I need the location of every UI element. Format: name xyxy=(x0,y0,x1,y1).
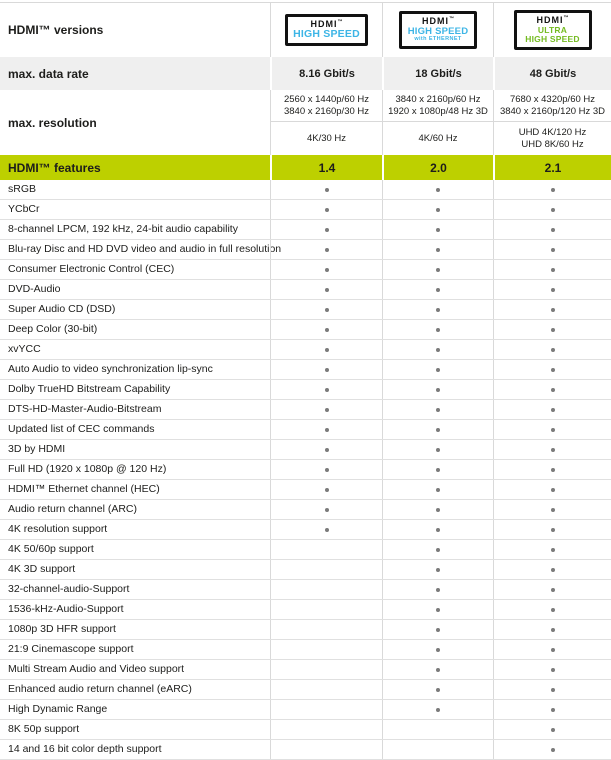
support-dot-icon xyxy=(436,628,440,632)
feature-label: Auto Audio to video synchronization lip-sync xyxy=(8,363,213,375)
support-dot-icon xyxy=(551,228,555,232)
support-cell xyxy=(493,700,611,719)
support-dot-icon xyxy=(325,468,329,472)
support-dot-icon xyxy=(551,328,555,332)
support-dot-icon xyxy=(325,308,329,312)
resolution-line: 3840 x 2160p/60 Hz xyxy=(395,93,481,105)
support-cell xyxy=(382,180,493,199)
support-cell xyxy=(270,360,382,379)
support-cell xyxy=(382,340,493,359)
feature-label: 21:9 Cinemascope support xyxy=(8,643,134,655)
feature-row xyxy=(0,460,611,480)
data-rate-value: 18 Gbit/s xyxy=(382,57,493,90)
support-dot-icon xyxy=(551,208,555,212)
resolution-line: 7680 x 4320p/60 Hz xyxy=(509,93,596,105)
support-dot-icon xyxy=(325,188,329,192)
feature-row xyxy=(0,620,611,640)
resolution-line: 3840 x 2160p/120 Hz 3D xyxy=(499,105,606,117)
support-dot-icon xyxy=(436,208,440,212)
support-cell xyxy=(493,400,611,419)
feature-row xyxy=(0,640,611,660)
support-dot-icon xyxy=(551,248,555,252)
support-dot-icon xyxy=(436,408,440,412)
support-dot-icon xyxy=(551,568,555,572)
hdmi-logo: HDMI™ xyxy=(310,18,343,29)
resolution-label: max. resolution xyxy=(8,115,97,130)
resolution-line: UHD 4K/120 Hz xyxy=(518,126,587,138)
feature-row xyxy=(0,660,611,680)
support-dot-icon xyxy=(551,668,555,672)
support-cell-empty xyxy=(270,720,382,739)
feature-row xyxy=(0,240,611,260)
support-dot-icon xyxy=(325,508,329,512)
support-dot-icon xyxy=(551,748,555,752)
support-dot-icon xyxy=(436,388,440,392)
support-cell xyxy=(382,380,493,399)
support-cell xyxy=(382,280,493,299)
support-cell xyxy=(493,540,611,559)
support-cell xyxy=(382,360,493,379)
support-dot-icon xyxy=(436,548,440,552)
support-dot-icon xyxy=(325,208,329,212)
resolution-line: UHD 8K/60 Hz xyxy=(521,138,584,150)
support-dot-icon xyxy=(436,568,440,572)
support-cell xyxy=(270,240,382,259)
support-cell xyxy=(493,300,611,319)
feature-row xyxy=(0,740,611,760)
support-dot-icon xyxy=(436,588,440,592)
support-cell xyxy=(270,520,382,539)
feature-label: Blu-ray Disc and HD DVD video and audio in full resolution xyxy=(8,243,282,255)
support-cell xyxy=(493,680,611,699)
support-cell xyxy=(493,380,611,399)
support-cell xyxy=(382,580,493,599)
support-cell xyxy=(382,420,493,439)
support-cell xyxy=(493,260,611,279)
support-cell xyxy=(270,500,382,519)
support-dot-icon xyxy=(436,488,440,492)
support-dot-icon xyxy=(551,548,555,552)
resolution-line: 4K/30 Hz xyxy=(306,132,347,144)
support-dot-icon xyxy=(436,468,440,472)
feature-row xyxy=(0,360,611,380)
data-rate-value: 48 Gbit/s xyxy=(493,57,611,90)
support-dot-icon xyxy=(325,348,329,352)
feature-label: sRGB xyxy=(8,183,37,195)
support-cell xyxy=(382,460,493,479)
support-cell xyxy=(270,400,382,419)
badge-line: with ETHERNET xyxy=(414,35,462,42)
support-dot-icon xyxy=(436,368,440,372)
support-dot-icon xyxy=(325,248,329,252)
support-cell xyxy=(493,580,611,599)
feature-row xyxy=(0,600,611,620)
feature-label: DTS-HD-Master-Audio-Bitstream xyxy=(8,403,162,415)
feature-rows xyxy=(0,180,611,760)
support-cell-empty xyxy=(382,740,493,759)
feature-label: 1080p 3D HFR support xyxy=(8,623,116,635)
badge-cell-hdmi-1-4 xyxy=(270,3,382,57)
feature-label: Deep Color (30-bit) xyxy=(8,323,98,335)
feature-row xyxy=(0,340,611,360)
support-dot-icon xyxy=(551,308,555,312)
badge-cell-hdmi-2-1 xyxy=(493,3,611,57)
support-cell xyxy=(493,640,611,659)
support-cell xyxy=(493,420,611,439)
support-cell-empty xyxy=(270,560,382,579)
support-cell xyxy=(493,600,611,619)
support-dot-icon xyxy=(551,688,555,692)
feature-label: 8-channel LPCM, 192 kHz, 24-bit audio capability xyxy=(8,223,238,235)
support-dot-icon xyxy=(551,528,555,532)
support-cell xyxy=(382,700,493,719)
badge-line: HIGH SPEED xyxy=(407,25,469,37)
features-header-row xyxy=(0,155,611,180)
support-cell xyxy=(382,320,493,339)
feature-row xyxy=(0,560,611,580)
data-rate-label: max. data rate xyxy=(8,66,89,81)
support-cell-empty xyxy=(270,580,382,599)
support-cell-empty xyxy=(270,600,382,619)
feature-row xyxy=(0,380,611,400)
support-cell xyxy=(493,240,611,259)
feature-label: Enhanced audio return channel (eARC) xyxy=(8,683,192,695)
feature-label: Dolby TrueHD Bitstream Capability xyxy=(8,383,171,395)
feature-label: Updated list of CEC commands xyxy=(8,423,155,435)
feature-row xyxy=(0,180,611,200)
support-cell-empty xyxy=(270,660,382,679)
support-cell xyxy=(270,380,382,399)
feature-row xyxy=(0,540,611,560)
support-dot-icon xyxy=(551,268,555,272)
support-dot-icon xyxy=(551,348,555,352)
support-cell xyxy=(382,240,493,259)
version-number: 1.4 xyxy=(270,155,382,180)
support-cell xyxy=(493,560,611,579)
support-dot-icon xyxy=(436,508,440,512)
support-cell xyxy=(493,720,611,739)
support-cell xyxy=(382,680,493,699)
support-cell-empty xyxy=(270,740,382,759)
features-header-label: HDMI™ features xyxy=(8,160,101,175)
support-dot-icon xyxy=(551,188,555,192)
support-dot-icon xyxy=(436,528,440,532)
support-dot-icon xyxy=(551,508,555,512)
resolution-line: 3840 x 2160p/30 Hz xyxy=(283,105,370,117)
support-cell xyxy=(382,480,493,499)
data-rate-value: 8.16 Gbit/s xyxy=(270,57,382,90)
support-cell xyxy=(270,220,382,239)
support-cell xyxy=(493,360,611,379)
support-dot-icon xyxy=(325,228,329,232)
feature-row xyxy=(0,680,611,700)
feature-label: 14 and 16 bit color depth support xyxy=(8,743,162,755)
support-dot-icon xyxy=(325,388,329,392)
support-dot-icon xyxy=(436,688,440,692)
feature-label: 8K 50p support xyxy=(8,723,80,735)
support-cell-empty xyxy=(270,700,382,719)
support-cell-empty xyxy=(270,620,382,639)
support-dot-icon xyxy=(551,388,555,392)
support-dot-icon xyxy=(436,248,440,252)
hdmi-ultra-high-speed-badge xyxy=(514,10,592,49)
feature-row xyxy=(0,200,611,220)
hdmi-logo: HDMI™ xyxy=(536,15,569,26)
feature-row xyxy=(0,720,611,740)
support-dot-icon xyxy=(551,588,555,592)
support-dot-icon xyxy=(436,648,440,652)
feature-label: High Dynamic Range xyxy=(8,703,108,715)
hdmi-high-speed-badge xyxy=(285,14,368,46)
support-dot-icon xyxy=(325,528,329,532)
feature-row xyxy=(0,580,611,600)
support-cell xyxy=(382,220,493,239)
resolution-primary xyxy=(270,90,382,122)
support-dot-icon xyxy=(325,368,329,372)
feature-row xyxy=(0,320,611,340)
feature-row xyxy=(0,500,611,520)
support-cell xyxy=(270,180,382,199)
support-cell xyxy=(493,320,611,339)
support-dot-icon xyxy=(551,628,555,632)
support-dot-icon xyxy=(551,468,555,472)
feature-label: xvYCC xyxy=(8,343,41,355)
feature-row xyxy=(0,260,611,280)
support-dot-icon xyxy=(325,428,329,432)
support-dot-icon xyxy=(436,188,440,192)
versions-row xyxy=(0,2,611,57)
support-dot-icon xyxy=(325,448,329,452)
support-cell xyxy=(382,640,493,659)
support-dot-icon xyxy=(551,408,555,412)
support-cell xyxy=(493,500,611,519)
support-cell xyxy=(382,560,493,579)
feature-row xyxy=(0,400,611,420)
feature-label: Consumer Electronic Control (CEC) xyxy=(8,263,175,275)
support-dot-icon xyxy=(436,348,440,352)
resolution-line: 1920 x 1080p/48 Hz 3D xyxy=(388,105,488,117)
support-dot-icon xyxy=(436,288,440,292)
versions-label: HDMI™ versions xyxy=(8,23,104,37)
support-cell xyxy=(493,660,611,679)
support-cell xyxy=(493,480,611,499)
support-cell xyxy=(493,220,611,239)
badge-line: HIGH SPEED xyxy=(293,28,360,41)
feature-row xyxy=(0,280,611,300)
resolution-secondary xyxy=(382,122,493,155)
feature-label: YCbCr xyxy=(8,203,40,215)
feature-label: 3D by HDMI xyxy=(8,443,66,455)
support-dot-icon xyxy=(551,488,555,492)
support-cell-empty xyxy=(270,680,382,699)
support-cell xyxy=(382,620,493,639)
resolution-line: 2560 x 1440p/60 Hz xyxy=(283,93,370,105)
support-cell xyxy=(382,260,493,279)
support-cell xyxy=(270,320,382,339)
support-dot-icon xyxy=(551,728,555,732)
support-cell xyxy=(270,340,382,359)
feature-label: 4K resolution support xyxy=(8,523,108,535)
support-cell xyxy=(382,300,493,319)
support-dot-icon xyxy=(436,308,440,312)
support-cell xyxy=(270,420,382,439)
data-rate-row xyxy=(0,57,611,90)
support-cell xyxy=(493,280,611,299)
support-cell xyxy=(270,300,382,319)
support-cell xyxy=(270,200,382,219)
feature-label: DVD-Audio xyxy=(8,283,61,295)
support-cell-empty xyxy=(270,640,382,659)
support-cell xyxy=(493,440,611,459)
feature-row xyxy=(0,440,611,460)
feature-label: 1536-kHz-Audio-Support xyxy=(8,603,124,615)
support-cell xyxy=(493,180,611,199)
support-dot-icon xyxy=(325,408,329,412)
support-dot-icon xyxy=(436,428,440,432)
support-dot-icon xyxy=(436,328,440,332)
badge-cell-hdmi-2-0 xyxy=(382,3,493,57)
feature-row xyxy=(0,520,611,540)
support-cell xyxy=(270,260,382,279)
support-cell-empty xyxy=(270,540,382,559)
support-cell xyxy=(493,200,611,219)
resolution-primary xyxy=(493,90,611,122)
support-dot-icon xyxy=(551,608,555,612)
feature-row xyxy=(0,700,611,720)
feature-row xyxy=(0,420,611,440)
support-cell xyxy=(270,440,382,459)
support-dot-icon xyxy=(325,268,329,272)
feature-label: Multi Stream Audio and Video support xyxy=(8,663,185,675)
resolution-section xyxy=(0,90,611,155)
support-dot-icon xyxy=(436,268,440,272)
support-cell xyxy=(382,440,493,459)
support-dot-icon xyxy=(551,368,555,372)
support-dot-icon xyxy=(436,608,440,612)
feature-label: HDMI™ Ethernet channel (HEC) xyxy=(8,483,160,495)
badge-line: HIGH SPEED xyxy=(525,33,580,44)
support-cell xyxy=(493,520,611,539)
feature-label: 4K 50/60p support xyxy=(8,543,94,555)
feature-row xyxy=(0,300,611,320)
support-dot-icon xyxy=(436,448,440,452)
resolution-primary xyxy=(382,90,493,122)
feature-row xyxy=(0,480,611,500)
support-dot-icon xyxy=(551,288,555,292)
version-number: 2.0 xyxy=(382,155,493,180)
support-dot-icon xyxy=(436,668,440,672)
support-dot-icon xyxy=(551,648,555,652)
support-cell xyxy=(382,500,493,519)
support-cell-empty xyxy=(382,720,493,739)
resolution-secondary xyxy=(493,122,611,155)
feature-label: 4K 3D support xyxy=(8,563,76,575)
support-cell xyxy=(493,740,611,759)
badge-line: ULTRA xyxy=(537,24,568,35)
support-cell xyxy=(382,400,493,419)
support-dot-icon xyxy=(551,708,555,712)
support-cell xyxy=(493,340,611,359)
support-dot-icon xyxy=(325,288,329,292)
hdmi-high-speed-ethernet-badge xyxy=(399,11,477,48)
support-cell xyxy=(270,480,382,499)
support-cell xyxy=(382,540,493,559)
support-cell xyxy=(270,280,382,299)
support-dot-icon xyxy=(325,488,329,492)
hdmi-logo: HDMI™ xyxy=(422,16,454,27)
version-number: 2.1 xyxy=(493,155,611,180)
support-cell xyxy=(493,620,611,639)
support-cell xyxy=(382,520,493,539)
support-cell xyxy=(270,460,382,479)
feature-label: Full HD (1920 x 1080p @ 120 Hz) xyxy=(8,463,167,475)
feature-label: Audio return channel (ARC) xyxy=(8,503,137,515)
support-cell xyxy=(382,600,493,619)
support-cell xyxy=(382,200,493,219)
support-cell xyxy=(382,660,493,679)
resolution-secondary xyxy=(270,122,382,155)
support-dot-icon xyxy=(325,328,329,332)
feature-label: Super Audio CD (DSD) xyxy=(8,303,116,315)
support-dot-icon xyxy=(436,708,440,712)
support-cell xyxy=(493,460,611,479)
feature-label: 32-channel-audio-Support xyxy=(8,583,130,595)
support-dot-icon xyxy=(551,428,555,432)
feature-row xyxy=(0,220,611,240)
support-dot-icon xyxy=(436,228,440,232)
support-dot-icon xyxy=(551,448,555,452)
resolution-line: 4K/60 Hz xyxy=(418,132,458,144)
